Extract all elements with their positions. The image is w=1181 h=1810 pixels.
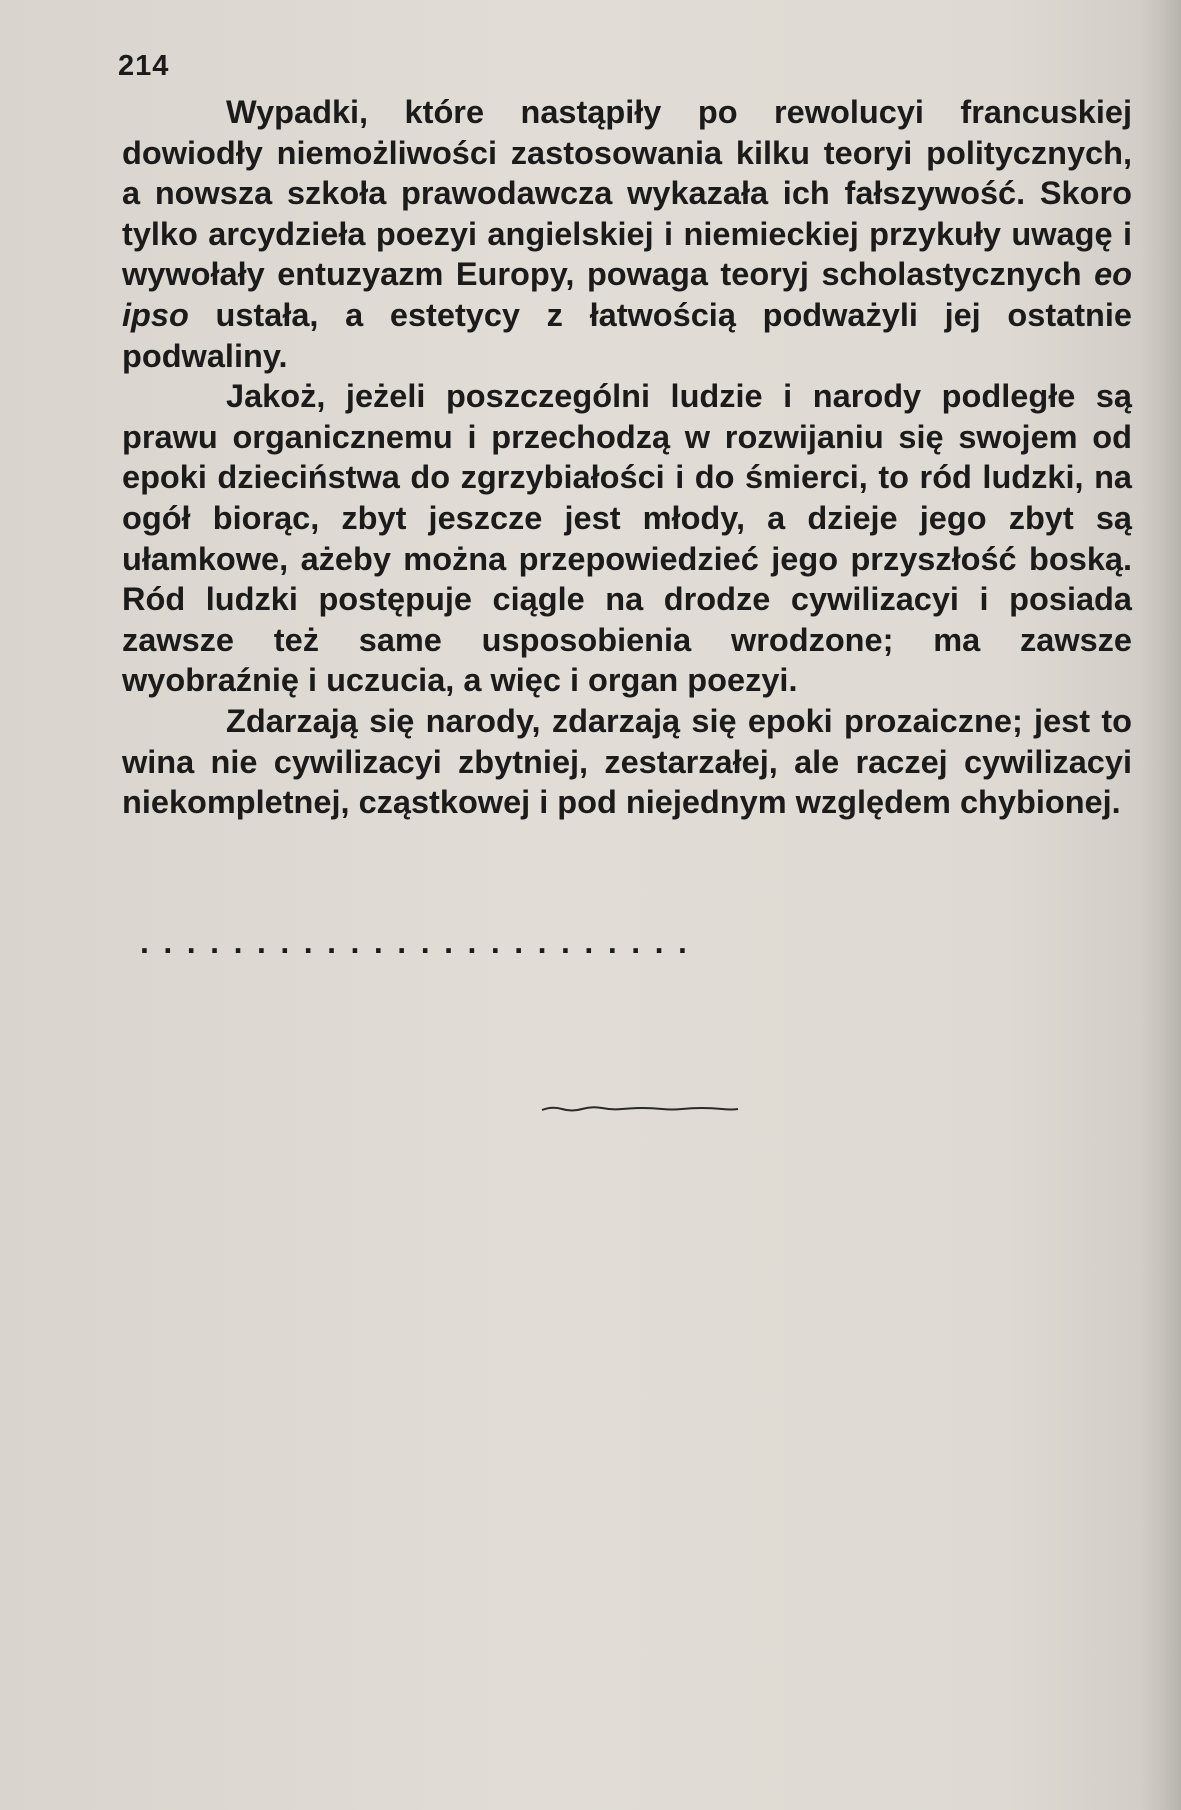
paragraph-1-italic-phrase: eo ipso [122,256,1132,333]
paragraph-2: Jakoż, jeżeli poszczególni ludzie i narody podległe są prawu organicznemu i przechodzą w rozwijaniu się swojem od epoki dzieciństwa do zgrzybiałości i do śmierci, to ród ludzki, na ogół biorąc, zbyt jeszcze jest młody, a dzieje jego zbyt są ułamkowe, ażeby można przepowiedzieć jego przyszłość boską. Ród ludzki postępuje ciągle na drodze cywilizacyi i posiada zawsze też same usposobienia wrodzone; ma zawsze wyobraźnię i uczucia, a więc i organ poezyi. [122,378,1132,699]
paragraph-1-text-a: Wypadki, które nastąpiły po rewolucyi francuskiej dowiodły niemożliwości zastosowania kilku teoryi politycznych, a nowsza szkoła prawodawcza wykazała ich fałszywość. Skoro tylko arcydzieła poezyi angielskiej i niemieckiej przykuły uwagę i wywołały entuzyazm Europy, powaga teoryj scholastycznych [122,94,1132,293]
paragraph-3: Zdarzają się narody, zdarzają się epoki prozaiczne; jest to wina nie cywilizacyi zbytniej, zestarzałej, ale raczej cywilizacyi niekompletnej, cząstkowej i pod niejednym względem chybionej. [122,702,1132,821]
end-ornament-rule [540,1103,740,1115]
page-edge-shadow [1141,0,1181,1810]
paragraph-1-text-b: ustała, a estetycy z łatwością podważyli jej ostatnie podwaliny. [122,296,1132,374]
page-number: 214 [118,50,170,82]
ellipsis-row: ........................ [140,924,702,960]
paragraph-1 [122,92,1132,376]
body-text [122,92,1132,823]
